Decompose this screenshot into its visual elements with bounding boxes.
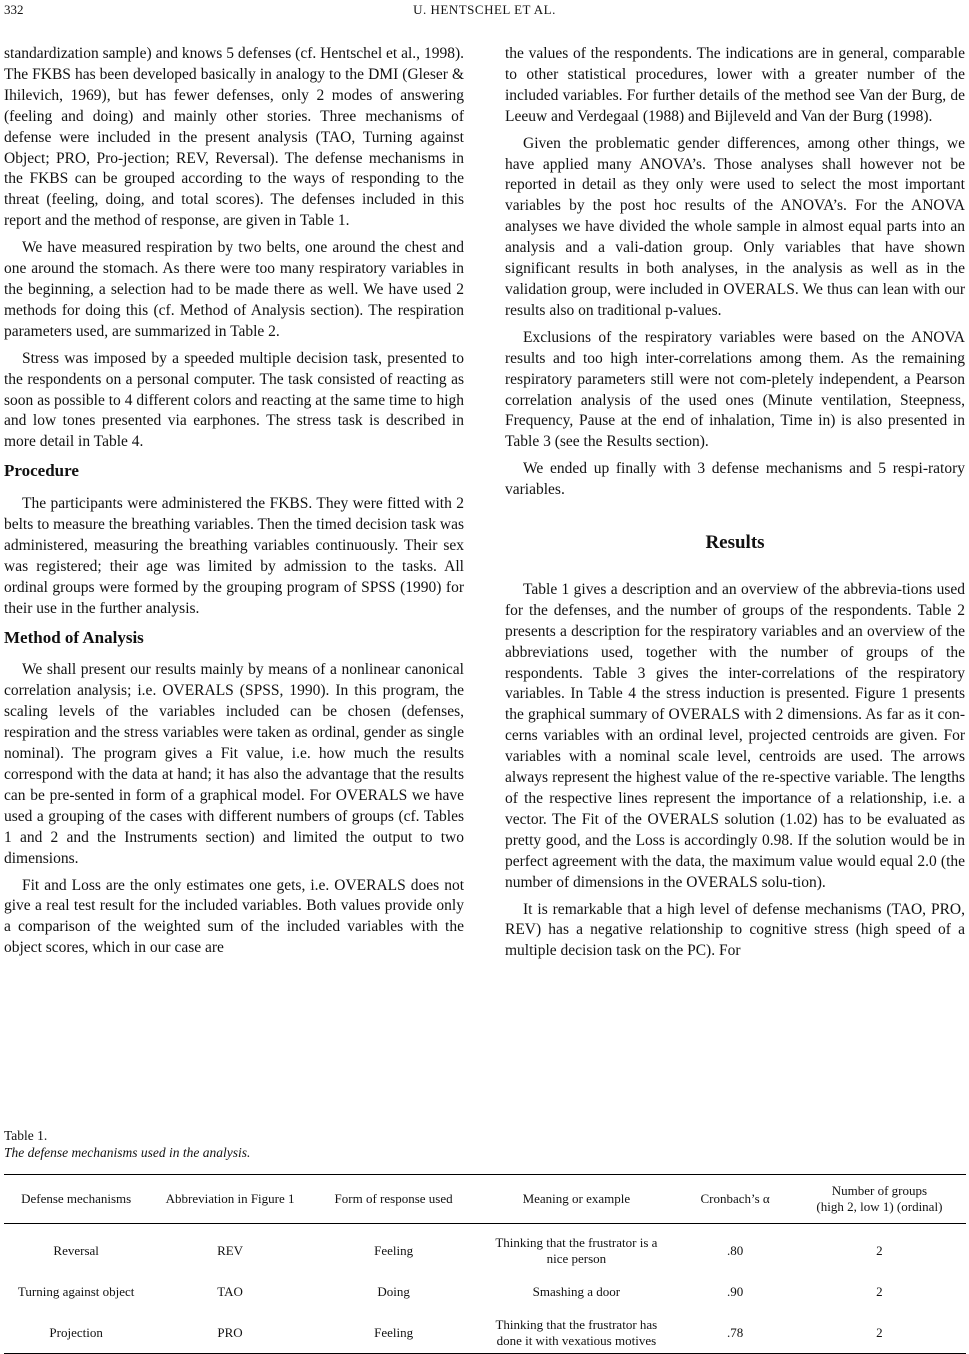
table-cell: 2 — [876, 1283, 883, 1299]
running-head: U. HENTSCHEL ET AL. — [413, 2, 556, 17]
table-cell: Feeling — [374, 1324, 414, 1340]
paragraph: It is remarkable that a high level of defense mechanisms (TAO, PRO, REV) has a negative relationship to cognitive stress (high speed of a multiple decision task on the PC). For — [505, 900, 965, 960]
cell-line: done it with vexatious motives — [496, 1332, 657, 1348]
table-1 — [4, 1127, 966, 1354]
table-row — [4, 1271, 966, 1312]
paragraph: The participants were administered the FKBS. They were fitted with 2 belts to measure the breathing variables. Then the timed decision task was administered, measuring the breathing variables continuously. Their sex was registered; their age was limited by admission to the tasks. All ordinal groups were formed by the grouping program of SPSS (1990) for their use in the further analysis. — [4, 495, 464, 617]
table-cell: Reversal — [53, 1242, 99, 1258]
column-header — [793, 1175, 966, 1224]
table-cell: Projection — [49, 1324, 103, 1340]
table-cell: Feeling — [374, 1242, 414, 1258]
paragraph: Stress was imposed by a speeded multiple decision task, presented to the respondents on a personal computer. The task consisted of reacting as soon as possible to 4 different colors and reacting at the same time to high and low tones presented via earphones. The stress task is described in more detail in Table 4. — [4, 349, 464, 451]
column-header: Cronbach’s α — [700, 1191, 770, 1206]
table-cell: TAO — [217, 1283, 243, 1299]
paragraph: Given the problematic gender differences, among other things, we have applied many ANOVA’s. Those analyses shall however not be reported in detail as they only were used to select the most important variables by the post hoc results of the ANOVA’s. For the ANOVA analyses we have divided the whole sample in almost equal parts into an analysis and a vali-dation group. Only variables that have shown significant results in both analyses, in the analysis as well as in the validation group, were included in OVERALS. We thus can lean with our results also on traditional p-values. — [505, 134, 965, 319]
table-cell: 2 — [876, 1324, 883, 1340]
left-column — [4, 44, 464, 965]
paragraph: We ended up finally with 3 defense mechanisms and 5 respi-ratory variables. — [505, 460, 965, 499]
column-header: Defense mechanisms — [21, 1191, 132, 1206]
cell-line: Thinking that the frustrator is a — [495, 1234, 658, 1250]
table-label: Table 1. — [4, 1128, 48, 1143]
table-cell: 2 — [876, 1242, 883, 1258]
page-header — [0, 0, 969, 20]
table-cell: Turning against object — [17, 1283, 135, 1299]
table-cell: Smashing a door — [532, 1283, 621, 1299]
table-cell: .90 — [726, 1283, 744, 1299]
paragraph: Exclusions of the respiratory variables were based on the ANOVA results and too high inter-correlations among them. As the remaining respiratory parameters still were not com-pletely independent, a Pearson correlation analysis of the used ones (Minute ventilation, Steepness, Frequency, Pause at the end of inhalation, Time in) is also presented in Table 3 (see the Results section). — [505, 328, 965, 451]
table-caption: The defense mechanisms used in the analysis. — [4, 1145, 251, 1160]
page-number: 332 — [4, 2, 24, 17]
table-cell: Doing — [377, 1283, 410, 1299]
table-cell: REV — [217, 1242, 244, 1258]
column-header: Meaning or example — [522, 1191, 631, 1206]
section-heading-procedure: Procedure — [4, 461, 79, 481]
column-header-line: Number of groups — [831, 1183, 928, 1198]
section-heading-method: Method of Analysis — [4, 627, 144, 647]
table-cell — [475, 1224, 677, 1272]
cell-line: Thinking that the frustrator has — [495, 1316, 658, 1332]
paragraph: standardization sample) and knows 5 defenses (cf. Hentschel et al., 1998). The FKBS has been developed basically in analogy to the DMI (Gleser & Ihilevich, 1969), but has fewer defenses, only 2 modes of answering (feeling and doing) and mainly other stories. Three mechanisms of defense were included in the present analysis (TAO, Turning against Object; PRO, Pro-jection; REV, Reversal). The defense mechanisms in the FKBS can be grouped according to the ways of responding to the threat (feeling, doing, and total scores). The defenses included in this report and the method of response, are given in Table 1. — [4, 45, 464, 230]
right-column — [505, 44, 965, 968]
table-row — [4, 1312, 966, 1354]
cell-line: nice person — [546, 1250, 607, 1266]
paragraph: We shall present our results mainly by means of a nonlinear canonical correlation analysis; i.e. OVERALS (SPSS, 1990). In this program, the scaling levels of the variables included can be chosen (defenses, respiration and the stress variables were taken as ordinal, gender as single nominal). The program gives a Fit value, i.e. how much the results correspond with the data at hand; it has also the advantage that the results can be pre-sented in form of a graphical model. For OVERALS we have used a grouping of the cases with different numbers of groups (cf. Tables 1 and 2 and the Instruments section) and limited the output to two dimensions. — [4, 661, 464, 867]
paragraph: We have measured respiration by two belts, one around the chest and one around the stomach. As there were too many respiratory variables in the beginning, a selection had to be made there as well. We have used 2 methods for doing this (cf. Method of Analysis section). The respiration parameters used, are summarized in Table 2. — [4, 239, 464, 340]
section-heading-results: Results — [705, 532, 765, 554]
column-header: Form of response used — [334, 1191, 453, 1206]
table-cell — [475, 1312, 677, 1354]
column-header: Abbreviation in Figure 1 — [165, 1191, 295, 1206]
paragraph: Table 1 gives a description and an overview of the abbrevia-tions used for the defenses, and the number of groups of the respondents. Table 2 presents a description for the respiratory variables and an overview of the abbreviations used, together with the number of groups of the respondents. Table 3 gives the inter-correlations of the respiratory variables. In Table 4 the stress induction is presented. Figure 1 presents the graphical summary of OVERALS with 2 dimensions. As far as it con-cerns variables with an ordinal level, projected centroids are given. For variables with a nominal scale level, centroids are used. The arrows always represent the highest value of the re-spective variable. The lengths of the respective lines represent the importance of a relationship, i.e. a vector. The Fit of the OVERALS solution (1.02) has to be evaluated as pretty good, and the Loss is accordingly 0.98. If the solution would be in perfect agreement with the data, the maximum value would equal 2.0 (the number of dimensions in the OVERALS solu-tion). — [505, 580, 965, 891]
table-cell: .80 — [726, 1242, 744, 1258]
table-row — [4, 1224, 966, 1272]
table-header-row — [4, 1175, 966, 1224]
table-cell: PRO — [217, 1324, 243, 1340]
defense-mechanisms-table — [4, 1174, 966, 1354]
paragraph: Fit and Loss are the only estimates one gets, i.e. OVERALS does not give a real test result for the included variables. Both values provide only a comparison of the weighted sum of the included variables with the object scores, which in our case are — [4, 876, 464, 957]
column-header-line: (high 2, low 1) (ordinal) — [816, 1199, 943, 1214]
paragraph: the values of the respondents. The indications are in general, comparable to other statistical procedures, lower with a greater number of the included variables. For further details of the method see Van der Burg, de Leeuw and Verdegaal (1988) and Bijleveld and Van der Burg (1998). — [505, 45, 965, 125]
table-cell: .78 — [726, 1324, 744, 1340]
